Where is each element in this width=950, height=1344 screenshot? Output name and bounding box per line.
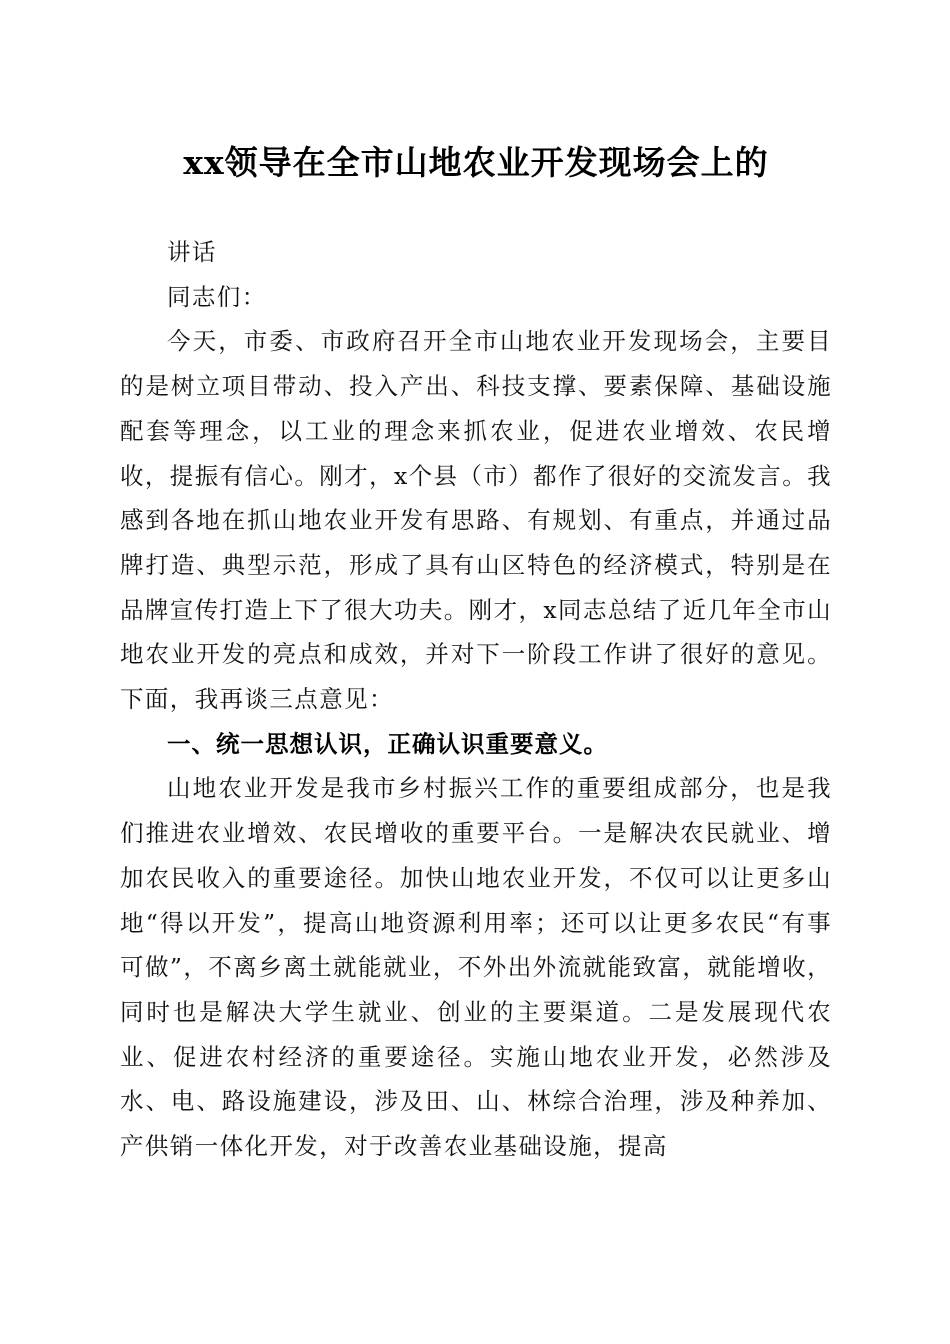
paragraph-introduction: 今天，市委、市政府召开全市山地农业开发现场会，主要目的是树立项目带动、投入产出、科技支撑、要素保障、基础设施配套等理念，以工业的理念来抓农业，促进农业增效、农民增收，提振有信心。刚才，x个县（市）都作了很好的交流发言。我感到各地在抓山地农业开发有思路、有规划、有重点，并通过品牌打造、典型示范，形成了具有山区特色的经济模式，特别是在品牌宣传打造上下了很大功夫。刚才，x同志总结了近几年全市山地农业开发的亮点和成效，并对下一阶段工作讲了很好的意见。下面，我再谈三点意见： <box>120 327 832 714</box>
paragraph-title-continuation: 讲话 <box>167 238 217 266</box>
document-body <box>120 230 832 1169</box>
paragraph-salutation: 同志们： <box>167 282 267 311</box>
document-title: xx领导在全市山地农业开发现场会上的 <box>183 143 769 182</box>
paragraph-section-1: 山地农业开发是我市乡村振兴工作的重要组成部分，也是我们推进农业增效、农民增收的重要平台。一是解决农民就业、增加农民收入的重要途径。加快山地农业开发，不仅可以让更多山地“得以开发”，提高山地资源利用率；还可以让更多农民“有事可做”，不离乡离土就能就业，不外出外流就能致富，就能增收，同时也是解决大学生就业、创业的主要渠道。二是发展现代农业、促进农村经济的重要途径。实施山地农业开发，必然涉及水、电、路设施建设，涉及田、山、林综合治理，涉及种养加、产供销一体化开发，对于改善农业基础设施，提高 <box>120 774 832 1161</box>
section-heading-1: 一、统一思想认识，正确认识重要意义。 <box>167 729 608 758</box>
